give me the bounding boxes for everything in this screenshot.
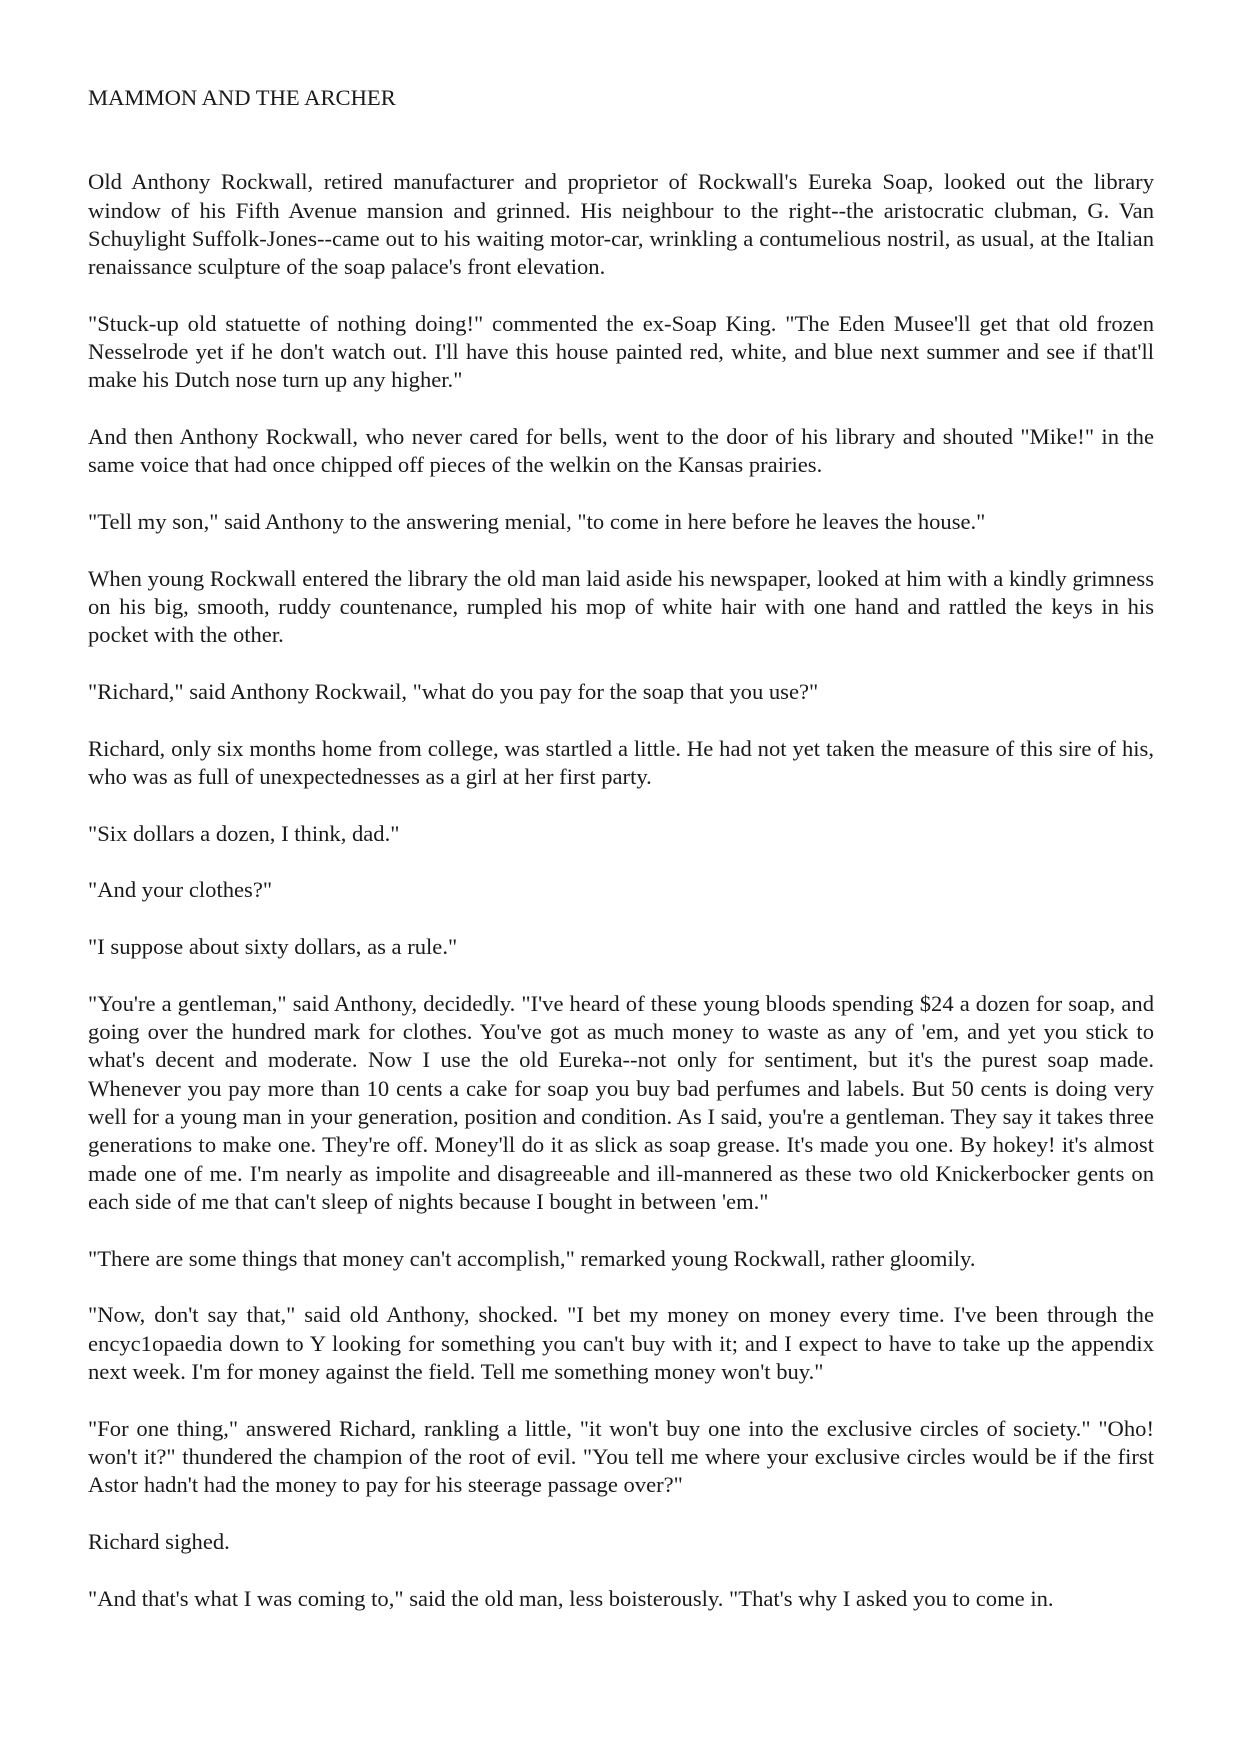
- paragraph: "Tell my son," said Anthony to the answering menial, "to come in here before he leaves the house.": [88, 509, 986, 535]
- paragraph: And then Anthony Rockwall, who never cared for bells, went to the door of his library and shouted "Mike!" in the same voice that had once chipped off pieces of the welkin on the Kansas prairies.: [88, 424, 1154, 478]
- paragraph: Richard, only six months home from college, was startled a little. He had not yet taken the measure of this sire of his, who was as full of unexpectednesses as a girl at her first party.: [88, 735, 1154, 790]
- paragraph: "There are some things that money can't accomplish," remarked young Rockwall, rather gloomily.: [88, 1245, 976, 1271]
- paragraph: "Now, don't say that," said old Anthony, shocked. "I bet my money on money every time. I've been through the encyc1opaedia down to Y looking for something you can't buy with it; and I expect to have to take up the appendix next week. I'm for money against the field. Tell me something money won't buy.": [88, 1302, 1154, 1384]
- paragraph: "And that's what I was coming to," said the old man, less boisterously. "That's why I asked you to come in.: [88, 1585, 1054, 1611]
- document-title: MAMMON AND THE ARCHER: [88, 85, 396, 110]
- paragraph: "Richard," said Anthony Rockwail, "what do you pay for the soap that you use?": [88, 679, 819, 705]
- paragraph: "For one thing," answered Richard, rankling a little, "it won't buy one into the exclusive circles of society." "Oho! won't it?" thundered the champion of the root of evil. "You tell me where your exclusive circles would be if the first Astor hadn't had the money to pay for his steerage passage over?": [88, 1415, 1154, 1498]
- paragraph: Richard sighed.: [88, 1528, 230, 1554]
- paragraph: "Six dollars a dozen, I think, dad.": [88, 820, 400, 846]
- paragraph: "I suppose about sixty dollars, as a rule.": [88, 934, 458, 960]
- paragraph: "Stuck-up old statuette of nothing doing!" commented the ex-Soap King. "The Eden Musee'll get that old frozen Nesselrode yet if he don't watch out. I'll have this house painted red, white, and blue next summer and see if that'll make his Dutch nose turn up any higher.": [88, 310, 1154, 393]
- paragraph: When young Rockwall entered the library the old man laid aside his newspaper, looked at him with a kindly grimness on his big, smooth, ruddy countenance, rumpled his mop of white hair with one hand and rattled the keys in his pocket with the other.: [88, 565, 1154, 648]
- paragraph: "And your clothes?": [88, 877, 273, 903]
- paragraph: Old Anthony Rockwall, retired manufacturer and proprietor of Rockwall's Eureka Soap, looked out the library window of his Fifth Avenue mansion and grinned. His neighbour to the right--the aristocratic clubman, G. Van Schuylight Suffolk-Jones--came out to his waiting motor-car, wrinkling a contumelious nostril, as usual, at the Italian renaissance sculpture of the soap palace's front elevation.: [88, 169, 1154, 280]
- document-body: [88, 168, 1154, 1613]
- paragraph: "You're a gentleman," said Anthony, decidedly. "I've heard of these young bloods spending $24 a dozen for soap, and going over the hundred mark for clothes. You've got as much money to waste as any of 'em, and yet you stick to what's decent and moderate. Now I use the old Eureka--not only for sentiment, but it's the purest soap made. Whenever you pay more than 10 cents a cake for soap you buy bad perfumes and labels. But 50 cents is doing very well for a young man in your generation, position and condition. As I said, you're a gentleman. They say it takes three generations to make one. They're off. Money'll do it as slick as soap grease. It's made you one. By hokey! it's almost made one of me. I'm nearly as impolite and disagreeable and ill-mannered as these two old Knickerbocker gents on each side of me that can't sleep of nights because I bought in between 'em.": [88, 990, 1154, 1214]
